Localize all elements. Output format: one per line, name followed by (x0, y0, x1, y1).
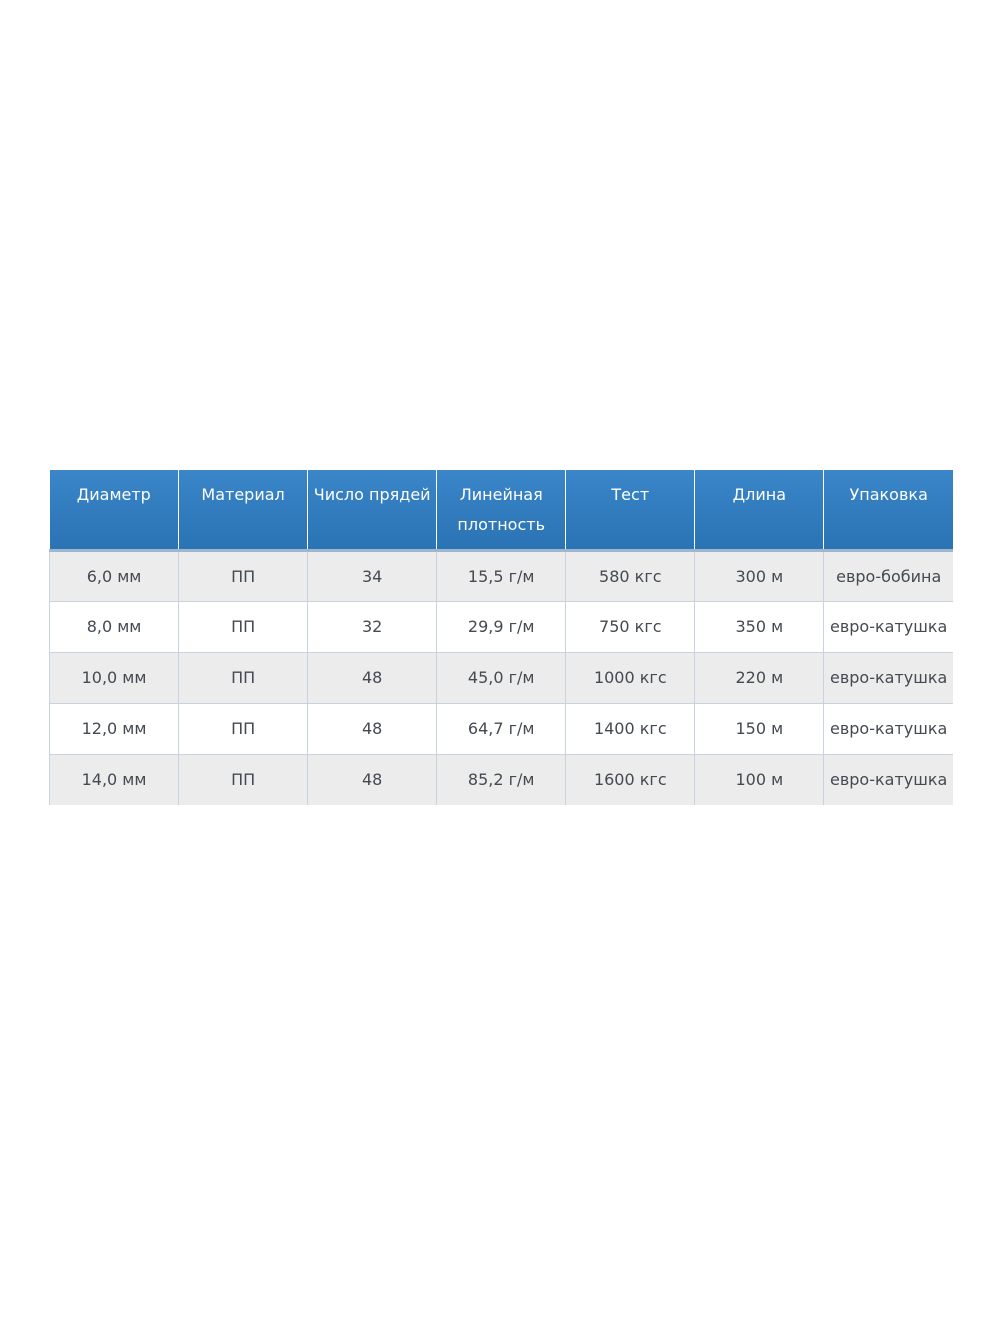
cell-linear-density: 85,2 г/м (437, 754, 566, 805)
cell-test: 750 кгс (566, 601, 695, 652)
header-test: Тест (566, 470, 695, 550)
cell-material: ПП (179, 754, 308, 805)
cell-packaging: евро-катушка (824, 652, 953, 703)
cell-diameter: 14,0 мм (50, 754, 179, 805)
table-row (50, 703, 954, 754)
cell-linear-density: 29,9 г/м (437, 601, 566, 652)
header-diameter: Диаметр (50, 470, 179, 550)
cell-linear-density: 15,5 г/м (437, 550, 566, 601)
spec-table (49, 470, 953, 805)
cell-length: 150 м (695, 703, 824, 754)
cell-strands: 48 (308, 703, 437, 754)
header-row (50, 470, 954, 550)
cell-packaging: евро-бобина (824, 550, 953, 601)
cell-length: 100 м (695, 754, 824, 805)
cell-test: 1000 кгс (566, 652, 695, 703)
cell-packaging: евро-катушка (824, 754, 953, 805)
header-length: Длина (695, 470, 824, 550)
header-packaging: Упаковка (824, 470, 953, 550)
cell-strands: 32 (308, 601, 437, 652)
cell-test: 1600 кгс (566, 754, 695, 805)
cell-length: 350 м (695, 601, 824, 652)
cell-diameter: 10,0 мм (50, 652, 179, 703)
cell-strands: 48 (308, 754, 437, 805)
cell-linear-density: 64,7 г/м (437, 703, 566, 754)
cell-material: ПП (179, 601, 308, 652)
cell-material: ПП (179, 652, 308, 703)
header-strands: Число прядей (308, 470, 437, 550)
cell-packaging: евро-катушка (824, 703, 953, 754)
cell-diameter: 6,0 мм (50, 550, 179, 601)
table-row (50, 550, 954, 601)
spec-table-container (49, 470, 953, 805)
cell-length: 220 м (695, 652, 824, 703)
table-header (50, 470, 954, 550)
header-material: Материал (179, 470, 308, 550)
table-row (50, 601, 954, 652)
cell-test: 1400 кгс (566, 703, 695, 754)
header-linear-density: Линейная плотность (437, 470, 566, 550)
cell-material: ПП (179, 703, 308, 754)
cell-length: 300 м (695, 550, 824, 601)
cell-test: 580 кгс (566, 550, 695, 601)
cell-strands: 48 (308, 652, 437, 703)
table-row (50, 652, 954, 703)
cell-diameter: 12,0 мм (50, 703, 179, 754)
cell-diameter: 8,0 мм (50, 601, 179, 652)
table-row (50, 754, 954, 805)
cell-linear-density: 45,0 г/м (437, 652, 566, 703)
cell-strands: 34 (308, 550, 437, 601)
cell-material: ПП (179, 550, 308, 601)
cell-packaging: евро-катушка (824, 601, 953, 652)
table-body (50, 550, 954, 805)
